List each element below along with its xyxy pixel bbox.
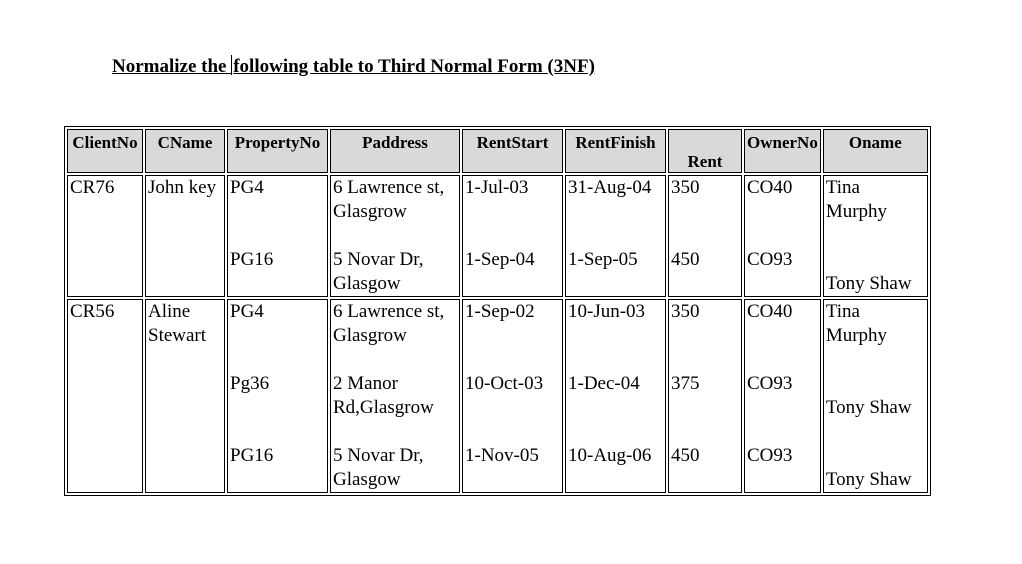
rent-finish: 31-Aug-04 — [568, 177, 652, 198]
header-paddress: Paddress — [330, 129, 460, 173]
cell-oname — [823, 299, 928, 493]
cell-rent — [668, 299, 742, 493]
client-no: CR56 — [70, 301, 115, 322]
client-name: Stewart — [148, 325, 207, 346]
cell-rentstart — [462, 175, 563, 297]
cell-ownerno — [744, 299, 821, 493]
rent-finish: 10-Aug-06 — [568, 445, 652, 466]
cell-propertyno — [227, 299, 328, 493]
owner-no: CO40 — [747, 177, 793, 198]
paddress-line: Glasgow — [333, 469, 401, 490]
header-rent: Rent — [668, 129, 742, 173]
header-ownerno: OwnerNo — [744, 129, 821, 173]
cell-cname — [145, 299, 225, 493]
header-propertyno: PropertyNo — [227, 129, 328, 173]
rent-value: 450 — [671, 445, 700, 466]
owner-no: CO93 — [747, 249, 793, 270]
header-cname: CName — [145, 129, 225, 173]
cell-rent — [668, 175, 742, 297]
owner-name-line: Tina — [825, 301, 860, 322]
paddress-line: Rd,Glasgrow — [333, 397, 434, 418]
paddress-line: Glasgrow — [333, 201, 407, 222]
cell-paddress — [330, 299, 460, 493]
cell-clientno — [67, 175, 143, 297]
rental-table — [64, 126, 931, 496]
table-row — [67, 175, 928, 297]
title-text-part1: Normalize the — [112, 56, 232, 77]
property-no: PG4 — [230, 177, 264, 198]
cell-rentfinish — [565, 299, 666, 493]
cell-cname — [145, 175, 225, 297]
header-rentstart: RentStart — [462, 129, 563, 173]
property-no: Pg36 — [230, 373, 270, 394]
paddress-line: Glasgow — [333, 273, 401, 294]
owner-name-line: Murphy — [825, 201, 888, 222]
owner-name-line: Tina — [825, 177, 860, 198]
cell-propertyno — [227, 175, 328, 297]
property-no: PG4 — [230, 301, 264, 322]
paddress-line: 6 Lawrence st, — [333, 301, 445, 322]
page-title — [112, 55, 595, 78]
header-clientno: ClientNo — [67, 129, 143, 173]
owner-no: CO40 — [747, 301, 793, 322]
cell-ownerno — [744, 175, 821, 297]
cell-paddress — [330, 175, 460, 297]
rent-start: 10-Oct-03 — [465, 373, 544, 394]
property-no: PG16 — [230, 445, 274, 466]
cell-rentfinish — [565, 175, 666, 297]
rent-value: 350 — [671, 301, 700, 322]
rent-start: 1-Nov-05 — [465, 445, 539, 466]
rent-start: 1-Sep-02 — [465, 301, 535, 322]
owner-name-line: Tony Shaw — [825, 397, 912, 418]
client-no: CR76 — [70, 177, 115, 198]
paddress-line: 5 Novar Dr, — [333, 445, 424, 466]
rent-finish: 10-Jun-03 — [568, 301, 646, 322]
title-text-part2: following table to Third Normal Form (3NF) — [233, 56, 595, 77]
owner-name-line: Murphy — [825, 325, 888, 346]
paddress-line: 2 Manor — [333, 373, 398, 394]
paddress-line: Glasgrow — [333, 325, 407, 346]
client-name: John key — [148, 177, 217, 198]
owner-no: CO93 — [747, 445, 793, 466]
header-rentfinish: RentFinish — [565, 129, 666, 173]
cell-clientno — [67, 299, 143, 493]
rent-value: 350 — [671, 177, 700, 198]
cell-rentstart — [462, 299, 563, 493]
owner-name-line: Tony Shaw — [825, 273, 912, 294]
property-no: PG16 — [230, 249, 274, 270]
rent-value: 375 — [671, 373, 700, 394]
table-row — [67, 299, 928, 493]
header-row — [67, 129, 928, 173]
owner-no: CO93 — [747, 373, 793, 394]
owner-name-line: Tony Shaw — [825, 469, 912, 490]
paddress-line: 6 Lawrence st, — [333, 177, 445, 198]
paddress-line: 5 Novar Dr, — [333, 249, 424, 270]
client-name: Aline — [148, 301, 191, 322]
rent-finish: 1-Dec-04 — [568, 373, 640, 394]
rent-start: 1-Sep-04 — [465, 249, 535, 270]
rent-value: 450 — [671, 249, 700, 270]
rent-finish: 1-Sep-05 — [568, 249, 638, 270]
cell-oname — [823, 175, 928, 297]
rent-start: 1-Jul-03 — [465, 177, 529, 198]
header-oname: Oname — [823, 129, 928, 173]
